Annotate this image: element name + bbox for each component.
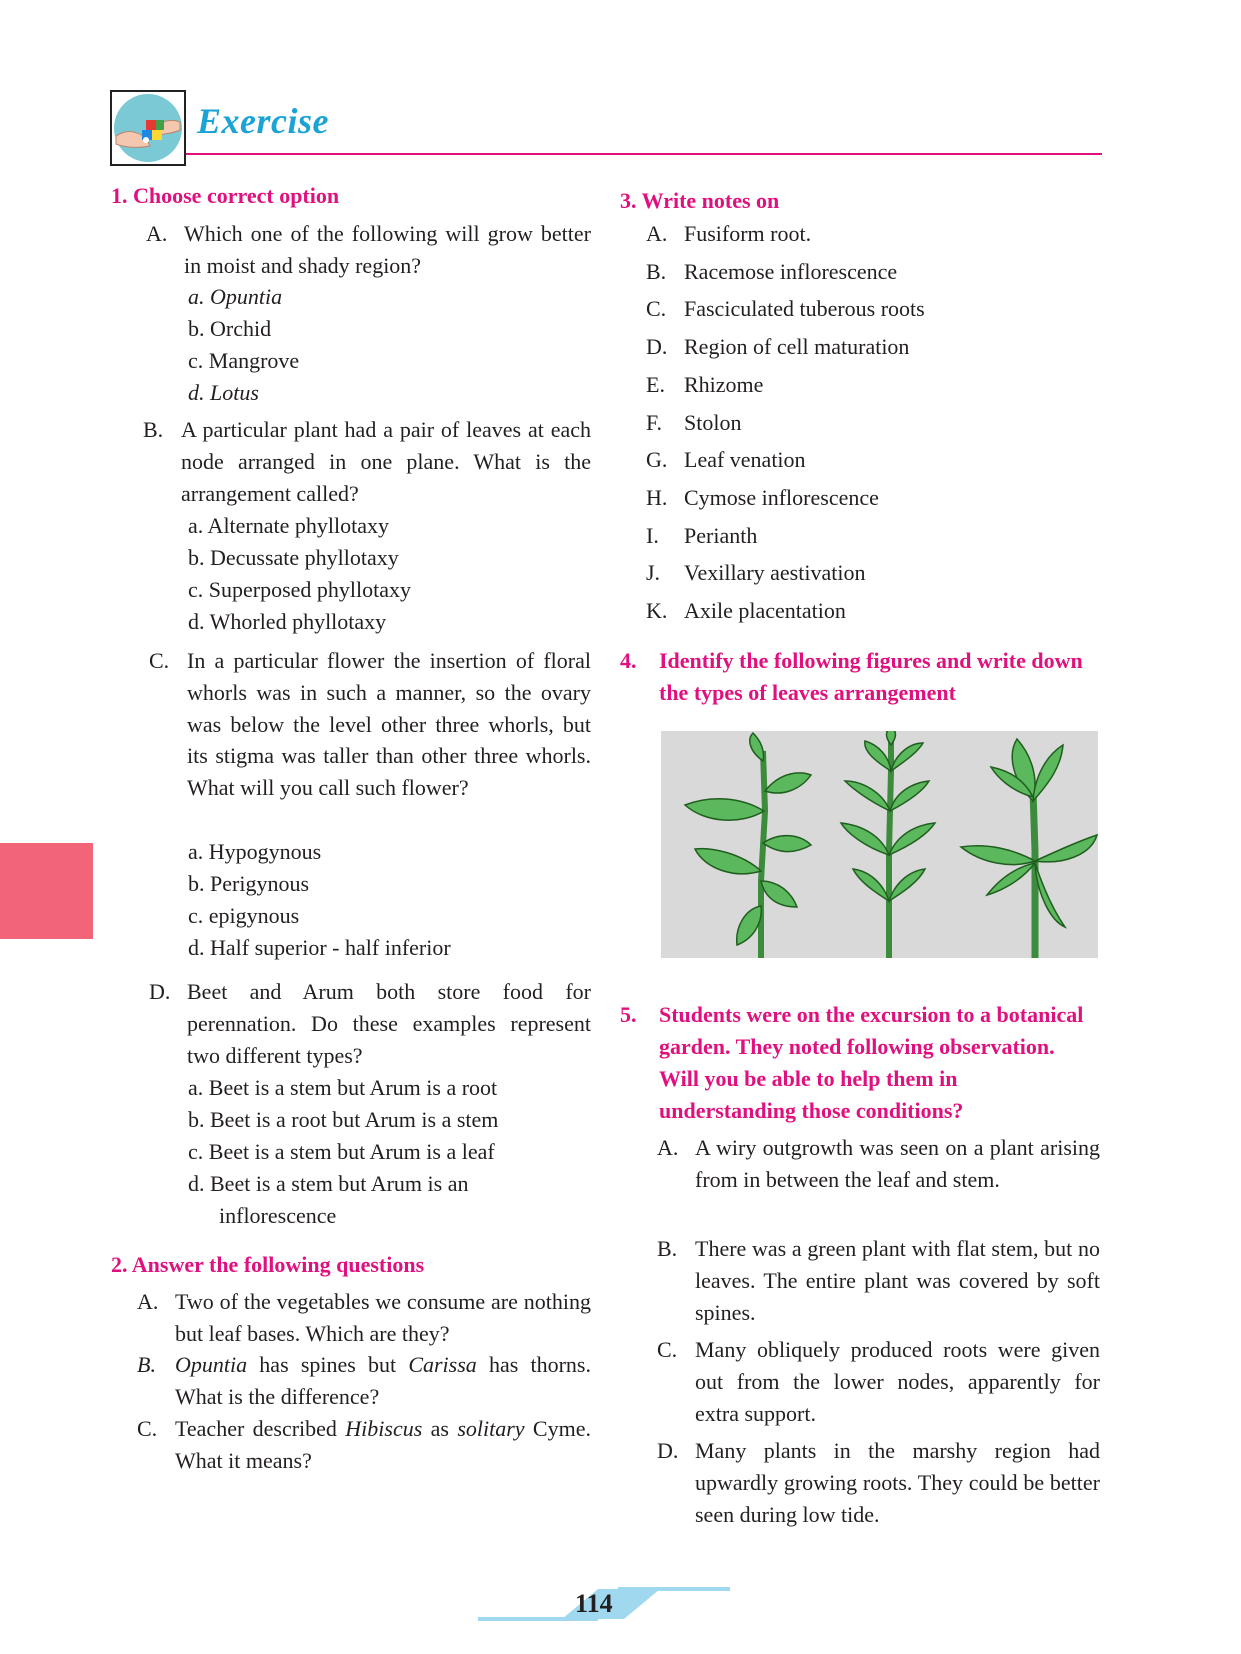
item-text: Cymose inflorescence [684, 484, 879, 510]
note-item [646, 328, 925, 366]
question-label: A. [137, 1289, 159, 1314]
option-1a-b: b. Orchid [188, 316, 272, 341]
question-text: There was a green plant with flat stem, but no leaves. The entire plant was covered by soft spines. [695, 1236, 1100, 1325]
question-2c [137, 1413, 591, 1477]
text-part: has spines but [247, 1352, 409, 1377]
side-tab-marker [0, 843, 93, 939]
option-1b-b: b. Decussate phyllotaxy [188, 545, 399, 570]
question-2b [137, 1349, 591, 1413]
item-text: Axile placentation [684, 598, 846, 624]
question-text: Beet and Arum both store food for perennation. Do these examples represent two different types? [187, 979, 591, 1068]
question-1a [146, 218, 591, 282]
question-label: B. [657, 1236, 678, 1261]
question-label: C. [149, 648, 170, 673]
section-2-heading: 2. Answer the following questions [111, 1252, 425, 1277]
option-1d-d: d. Beet is a stem but Arum is an [188, 1171, 469, 1196]
section-1-heading: 1. Choose correct option [111, 183, 340, 208]
item-text: Stolon [684, 409, 742, 435]
option-1d-b: b. Beet is a root but Arum is a stem [188, 1107, 499, 1132]
option-1c-a: a. Hypogynous [188, 839, 322, 864]
item-label: F. [646, 409, 662, 435]
note-item [646, 404, 925, 442]
option-1c-b: b. Perigynous [188, 871, 309, 896]
item-text: Rhizome [684, 371, 764, 397]
question-text: A particular plant had a pair of leaves at each node arranged in one plane. What is the arrangement called? [181, 417, 591, 506]
text-part: Cyme. What it means? [175, 1416, 591, 1473]
item-text: Region of cell maturation [684, 334, 910, 360]
question-5c [657, 1334, 1100, 1429]
item-text: Vexillary aestivation [684, 560, 866, 586]
item-text: Fusiform root. [684, 221, 812, 246]
question-2a [137, 1286, 591, 1350]
option-1a-d: d. Lotus [188, 380, 259, 405]
question-label: B. [137, 1352, 156, 1377]
section-5-number: 5. [620, 1002, 637, 1027]
question-5b [657, 1233, 1100, 1328]
question-text: A wiry outgrowth was seen on a plant arising from in between the leaf and stem. [695, 1135, 1100, 1192]
option-1d-d-cont: inflorescence [219, 1203, 337, 1228]
option-1c-c: c. epigynous [188, 903, 300, 928]
note-item [646, 592, 925, 630]
page-title: Exercise [197, 101, 329, 141]
note-item [646, 215, 925, 253]
question-label: C. [137, 1416, 158, 1441]
item-text: Racemose inflorescence [684, 258, 898, 284]
question-5d [657, 1435, 1100, 1530]
term-solitary: solitary [457, 1416, 525, 1441]
section-5-heading: Students were on the excursion to a botanical garden. They noted following observation. Will you be able to help them in understanding those conditions? [659, 1002, 1084, 1123]
option-1a-c: c. Mangrove [188, 348, 300, 373]
question-text [175, 1413, 591, 1477]
question-label: B. [143, 417, 164, 442]
item-label: D. [646, 334, 668, 360]
item-label: H. [646, 484, 668, 510]
option-1b-c: c. Superposed phyllotaxy [188, 577, 412, 602]
option-1d-a: a. Beet is a stem but Arum is a root [188, 1075, 498, 1100]
note-item [646, 366, 925, 404]
question-text: Many obliquely produced roots were given out from the lower nodes, apparently for extra support. [695, 1337, 1100, 1426]
section-4-heading: Identify the following figures and write down the types of leaves arrangement [659, 648, 1083, 705]
leaf-arrangement-figure [661, 731, 1098, 958]
text-part: as [422, 1416, 458, 1441]
question-label: C. [657, 1337, 678, 1362]
question-1d [149, 976, 591, 1071]
item-text: Perianth [684, 522, 758, 548]
exercise-hands-icon [110, 90, 186, 166]
question-label: D. [149, 979, 171, 1004]
note-item [646, 479, 925, 517]
question-text: Which one of the following will grow better in moist and shady region? [184, 221, 591, 278]
item-label: B. [646, 258, 667, 284]
section-3-heading: 3. Write notes on [620, 188, 780, 213]
page-number: 114 [575, 1589, 613, 1618]
option-1c-d: d. Half superior - half inferior [188, 935, 451, 960]
question-text: In a particular flower the insertion of floral whorls was in such a manner, so the ovary was below the level other three whorls, but its stigma was taller than other three whorls. What will you call such flower? [187, 648, 591, 801]
item-label: C. [646, 296, 667, 322]
question-text: Many plants in the marshy region had upwardly growing roots. They could be better seen during low tide. [695, 1438, 1100, 1527]
item-label: K. [646, 598, 668, 624]
option-1d-c: c. Beet is a stem but Arum is a leaf [188, 1139, 495, 1164]
note-item [646, 554, 925, 592]
note-item [646, 253, 925, 291]
note-item [646, 290, 925, 328]
question-1c [149, 645, 591, 804]
question-label: A. [146, 221, 168, 246]
notes-list [646, 215, 925, 630]
item-label: J. [646, 560, 661, 586]
question-label: D. [657, 1438, 679, 1463]
item-label: I. [646, 522, 659, 548]
note-item [646, 517, 925, 555]
term-opuntia: Opuntia [175, 1352, 248, 1377]
term-hibiscus: Hibiscus [345, 1416, 423, 1441]
item-text: Fasciculated tuberous roots [684, 296, 925, 322]
question-1b [143, 414, 591, 509]
question-text: Two of the vegetables we consume are nothing but leaf bases. Which are they? [175, 1289, 591, 1346]
text-part: has thorns. What is the difference? [175, 1352, 591, 1409]
option-1b-d: d. Whorled phyllotaxy [188, 609, 387, 634]
term-carissa: Carissa [408, 1352, 477, 1377]
note-item [646, 441, 925, 479]
section-4-number: 4. [620, 648, 637, 673]
question-5a [657, 1132, 1100, 1196]
header-divider [186, 153, 1102, 155]
text-part: Teacher described [175, 1416, 346, 1441]
question-label: A. [657, 1135, 679, 1160]
item-text: Leaf venation [684, 447, 806, 473]
item-label: E. [646, 371, 665, 397]
option-1a-a: a. Opuntia [188, 284, 283, 309]
question-text [175, 1349, 591, 1413]
option-1b-a: a. Alternate phyllotaxy [188, 513, 389, 538]
item-label: G. [646, 447, 668, 473]
item-label: A. [646, 221, 668, 246]
